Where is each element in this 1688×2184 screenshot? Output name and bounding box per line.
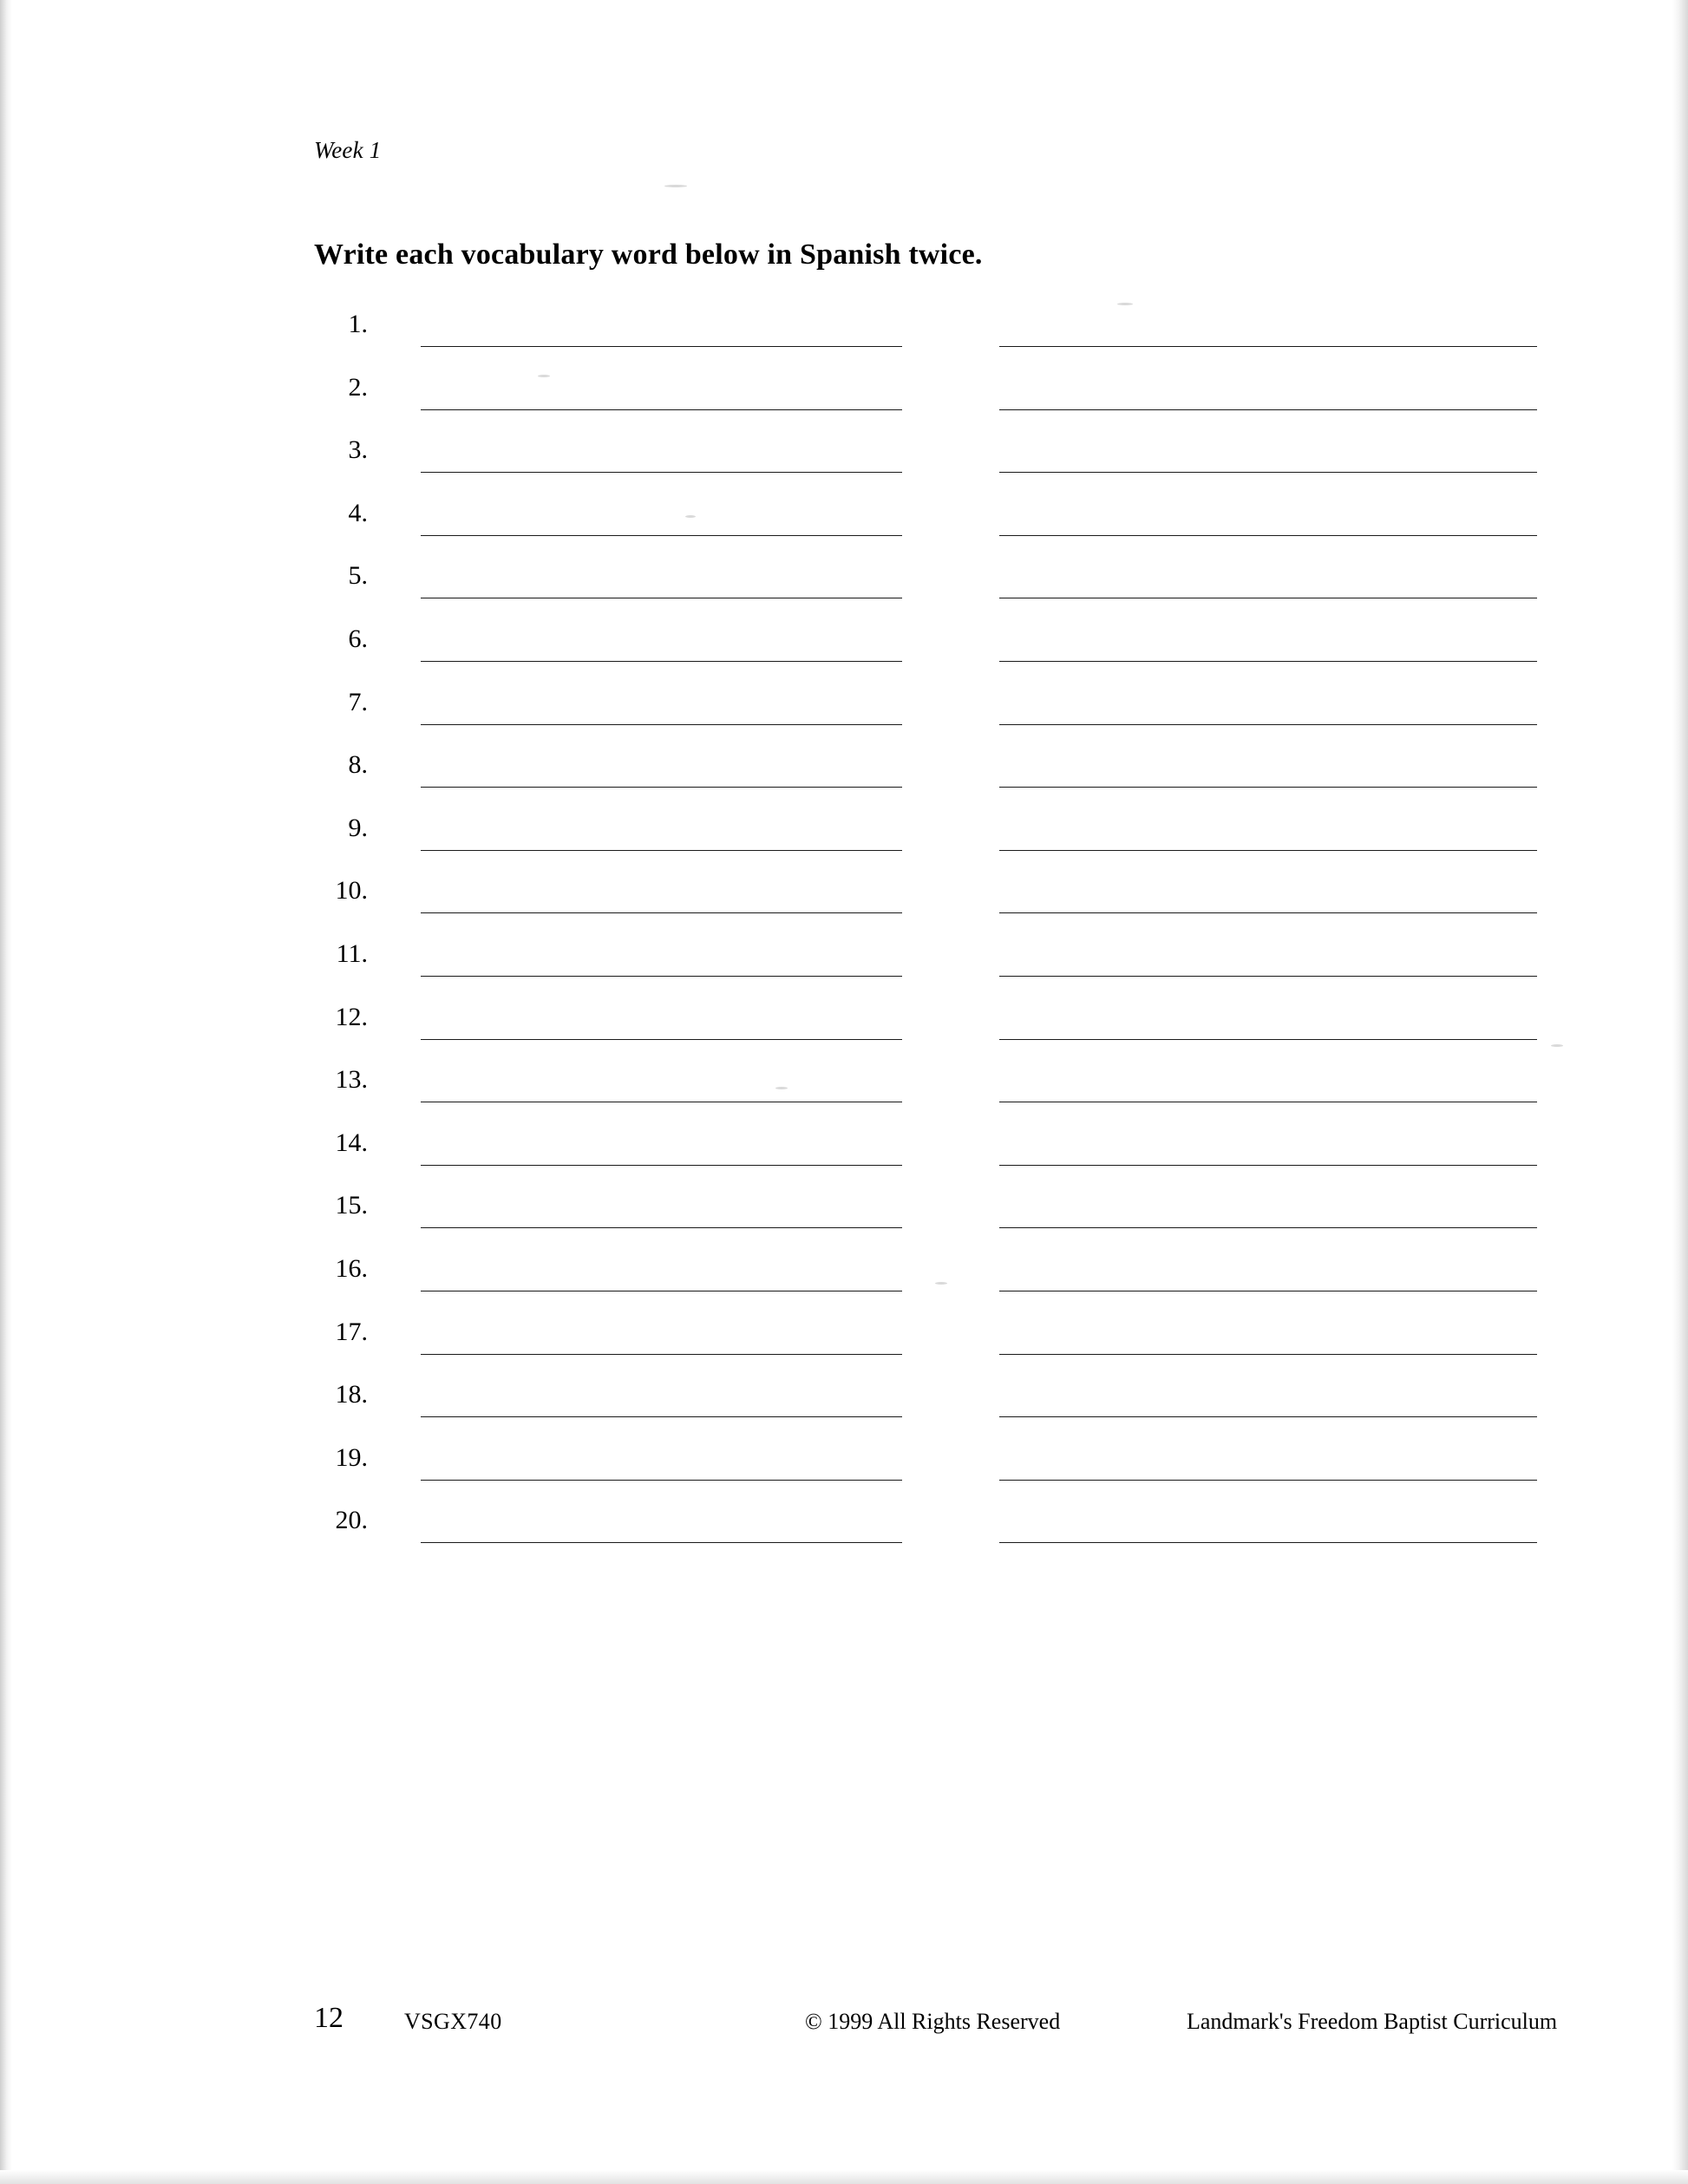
write-line-first[interactable] xyxy=(421,1416,902,1417)
write-line-second[interactable] xyxy=(999,850,1537,851)
write-line-first[interactable] xyxy=(421,1165,902,1166)
scan-edge-left xyxy=(0,0,12,2184)
row-number: 2. xyxy=(348,372,368,402)
write-line-second[interactable] xyxy=(999,1039,1537,1040)
week-label: Week 1 xyxy=(314,137,382,163)
document-code: VSGX740 xyxy=(404,2009,502,2034)
write-line-first[interactable] xyxy=(421,1354,902,1355)
write-line-first[interactable] xyxy=(421,850,902,851)
row-number: 14. xyxy=(335,1128,368,1157)
copyright-notice: © 1999 All Rights Reserved xyxy=(805,2009,1061,2034)
list-item xyxy=(314,623,1554,686)
scan-speck xyxy=(1117,303,1133,305)
row-number: 9. xyxy=(348,813,368,842)
row-number: 16. xyxy=(335,1253,368,1283)
row-number: 20. xyxy=(335,1506,368,1535)
write-line-second[interactable] xyxy=(999,1165,1537,1166)
write-line-first[interactable] xyxy=(421,535,902,536)
row-number: 3. xyxy=(348,435,368,465)
list-item xyxy=(314,1504,1554,1567)
row-number: 4. xyxy=(348,498,368,527)
write-line-second[interactable] xyxy=(999,346,1537,347)
list-item xyxy=(314,1127,1554,1190)
write-line-first[interactable] xyxy=(421,1227,902,1228)
scan-edge-right xyxy=(1672,0,1688,2184)
write-line-second[interactable] xyxy=(999,1416,1537,1417)
write-line-second[interactable] xyxy=(999,1227,1537,1228)
row-number: 7. xyxy=(348,687,368,716)
list-item xyxy=(314,308,1554,371)
write-line-first[interactable] xyxy=(421,661,902,662)
scan-speck xyxy=(664,185,687,187)
write-line-first[interactable] xyxy=(421,912,902,913)
row-number: 18. xyxy=(335,1380,368,1409)
list-item xyxy=(314,1189,1554,1252)
write-line-second[interactable] xyxy=(999,976,1537,977)
publisher-name: Landmark's Freedom Baptist Curriculum xyxy=(1187,2009,1558,2034)
row-number: 17. xyxy=(335,1317,368,1346)
list-item xyxy=(314,434,1554,497)
write-line-second[interactable] xyxy=(999,661,1537,662)
list-item xyxy=(314,1252,1554,1316)
list-item xyxy=(314,1316,1554,1379)
write-line-first[interactable] xyxy=(421,724,902,725)
write-line-second[interactable] xyxy=(999,1354,1537,1355)
write-line-first[interactable] xyxy=(421,1480,902,1481)
page-number: 12 xyxy=(314,2002,343,2034)
row-number: 10. xyxy=(335,876,368,906)
write-line-first[interactable] xyxy=(421,1542,902,1543)
list-item xyxy=(314,749,1554,812)
write-line-second[interactable] xyxy=(999,724,1537,725)
scan-edge-bottom xyxy=(0,2170,1688,2184)
row-number: 19. xyxy=(335,1442,368,1472)
instruction-heading: Write each vocabulary word below in Spanish twice. xyxy=(314,239,983,271)
list-item xyxy=(314,938,1554,1001)
list-item xyxy=(314,1001,1554,1064)
list-item xyxy=(314,497,1554,560)
row-number: 13. xyxy=(335,1065,368,1095)
write-line-second[interactable] xyxy=(999,535,1537,536)
list-item xyxy=(314,812,1554,875)
list-item xyxy=(314,559,1554,623)
list-item xyxy=(314,1378,1554,1442)
row-number: 11. xyxy=(336,938,368,968)
write-line-first[interactable] xyxy=(421,472,902,473)
write-line-second[interactable] xyxy=(999,409,1537,410)
list-item xyxy=(314,874,1554,938)
write-line-second[interactable] xyxy=(999,787,1537,788)
row-number: 5. xyxy=(348,561,368,591)
write-line-second[interactable] xyxy=(999,1542,1537,1543)
page-footer xyxy=(0,2002,1688,2045)
list-item xyxy=(314,1442,1554,1505)
list-item xyxy=(314,1063,1554,1127)
row-number: 12. xyxy=(335,1002,368,1031)
list-item xyxy=(314,686,1554,749)
row-number: 8. xyxy=(348,750,368,780)
write-line-second[interactable] xyxy=(999,472,1537,473)
write-line-first[interactable] xyxy=(421,1039,902,1040)
vocabulary-rows-list xyxy=(314,308,1554,1567)
row-number: 15. xyxy=(335,1191,368,1220)
write-line-second[interactable] xyxy=(999,912,1537,913)
write-line-second[interactable] xyxy=(999,1480,1537,1481)
write-line-first[interactable] xyxy=(421,346,902,347)
list-item xyxy=(314,371,1554,435)
write-line-first[interactable] xyxy=(421,787,902,788)
row-number: 6. xyxy=(348,624,368,653)
write-line-first[interactable] xyxy=(421,976,902,977)
write-line-first[interactable] xyxy=(421,409,902,410)
row-number: 1. xyxy=(348,310,368,338)
